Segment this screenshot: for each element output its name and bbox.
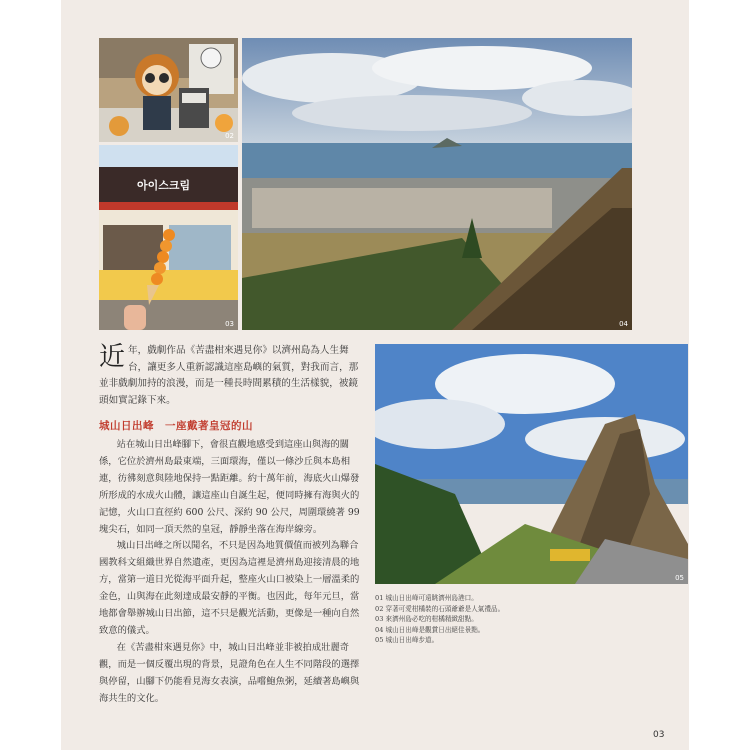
body-paragraph: 站在城山日出峰腳下，會很直觀地感受到這座山與海的關係，它位於濟州島最東端，三面環海，僅以一條沙丘與本島相連，彷彿刻意與陸地保持一點距離。約十萬年前，海底火山爆發所形成的水成火山體，讓這座山自誕生起，便同時擁有海與火的記憶，火山口直徑約 600 公尺、深約 90 公尺，周圍環繞著 99 塊尖石，如同一頂天然的皇冠，靜靜坐落在海岸線旁。 — [99, 439, 360, 535]
photo-harbor-overlook — [242, 38, 632, 330]
shop-sign: 아이스크림 — [137, 179, 191, 192]
article-body — [99, 437, 361, 708]
caption: 01 城山日出峰可遠眺濟州島港口。 — [375, 594, 478, 602]
body-paragraph: 城山日出峰之所以聞名，不只是因為地質價值而被列為聯合國教科文組織世界自然遺產，更因為這裡是濟州島迎接清晨的地方，當第一道日光從海平面升起，整座火山口被染上一層溫柔的金色，山與海在此刻達成最安靜的平衡。也因此，每年元旦，當地都會舉辦城山日出節，這不只是觀光活動，更像是一種向自然致意的儀式。 — [99, 540, 360, 636]
caption: 05 城山日出峰步道。 — [375, 636, 439, 644]
page-number: 03 — [653, 730, 665, 740]
intro-text: 年，戲劇作品《苦盡柑來遇見你》以濟州島為人生舞台，讓更多人重新認識這座島嶼的氣質，對我而言，那並非戲劇加持的浪漫，而是一種長時間累積的生活樣貌，被鏡頭如實記錄下來。 — [99, 345, 359, 406]
section-title: 城山日出峰 一座戴著皇冠的山 — [99, 420, 253, 432]
intro-paragraph — [99, 343, 361, 409]
drop-cap: 近 — [99, 342, 126, 372]
photo-ice-cream-shop — [99, 145, 238, 330]
body-paragraph: 在《苦盡柑來遇見你》中，城山日出峰並非被拍成壯麗奇觀，而是一個反覆出現的背景，見證角色在人生不同階段的選擇與停留，山腳下仍能看見海女表演，品嚐鮑魚粥，延續著島嶼與海共生的文化。 — [99, 641, 360, 704]
caption: 02 穿著可愛柑橘裝的石頭爺爺是人氣禮品。 — [375, 604, 505, 613]
photo-captions — [375, 593, 675, 646]
caption: 04 城山日出峰是觀賞日出絕佳景點。 — [375, 625, 485, 634]
photo-number: 04 — [619, 320, 628, 328]
photo-number: 03 — [225, 320, 234, 328]
photo-number: 05 — [675, 574, 684, 582]
photo-number: 02 — [225, 132, 234, 140]
photo-mascot-figure — [99, 38, 238, 142]
photo-crater-trail — [375, 344, 688, 584]
caption: 03 來濟州島必吃的柑橘精緻甜點。 — [375, 615, 478, 623]
